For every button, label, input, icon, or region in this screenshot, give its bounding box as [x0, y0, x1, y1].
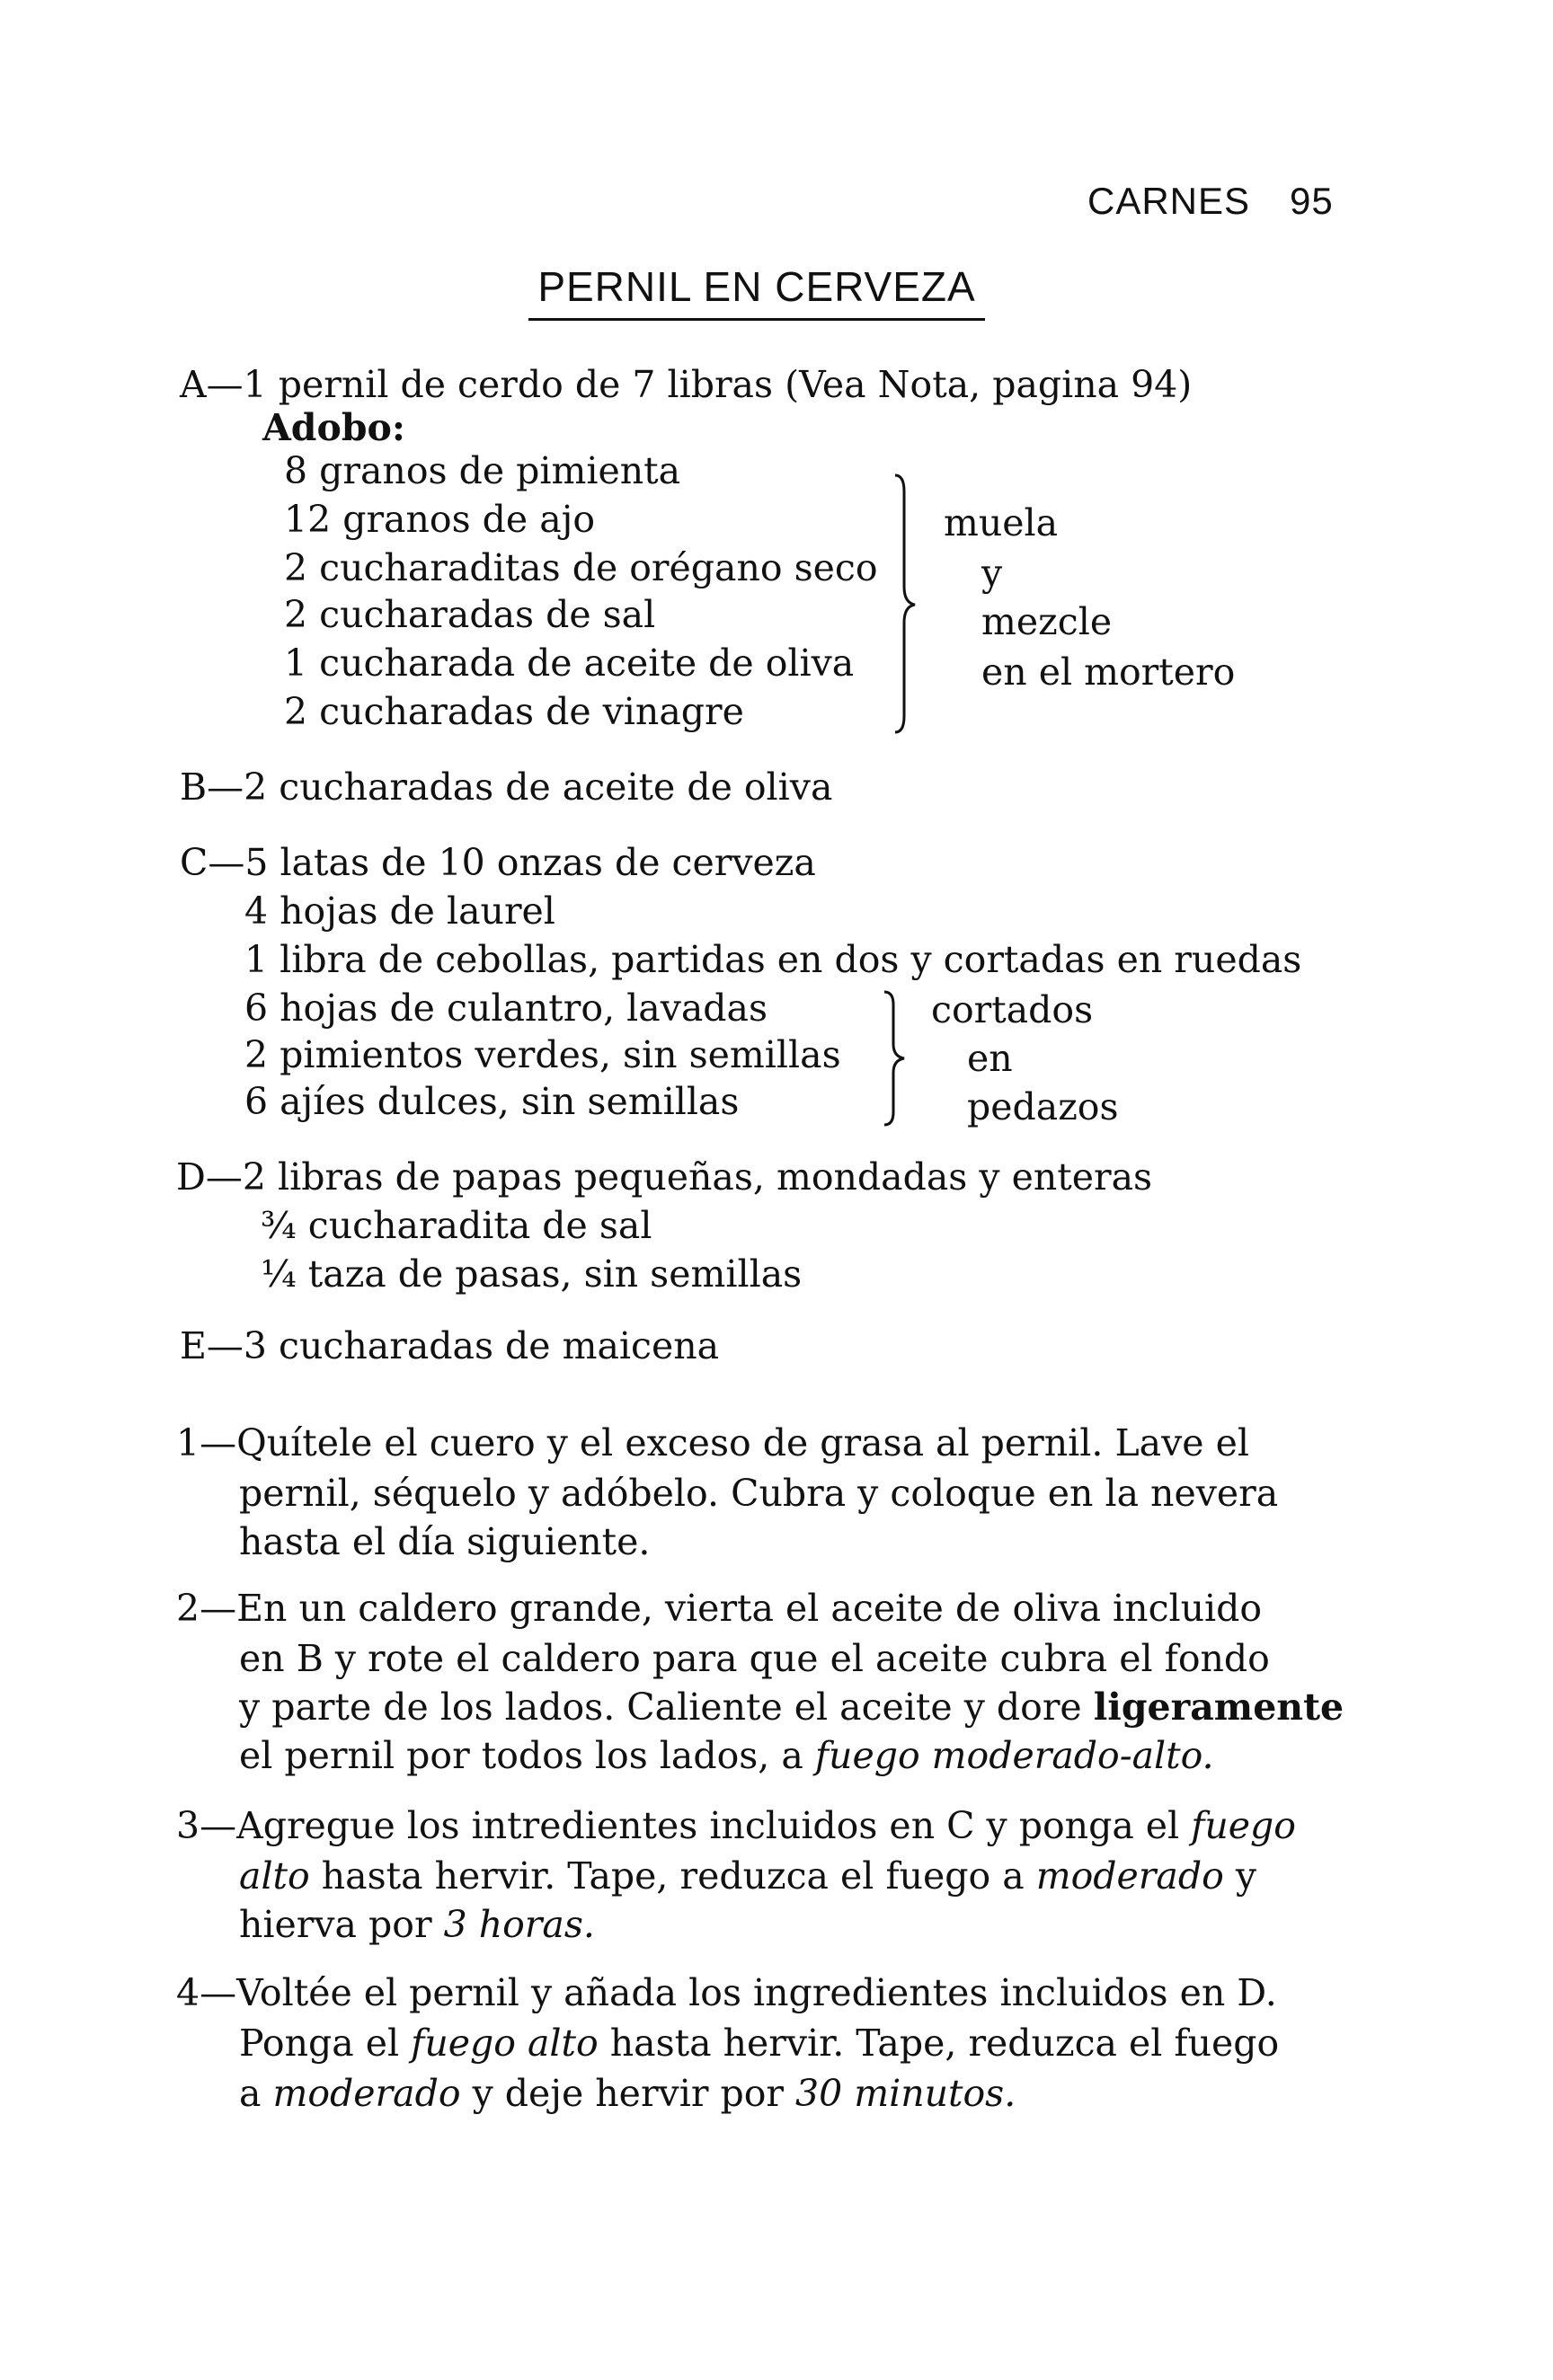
- c-bracket-note: en: [967, 1037, 1013, 1080]
- ingredient-d-item: ¼ taza de pasas, sin semillas: [261, 1252, 803, 1296]
- recipe-title: PERNIL EN CERVEZA: [537, 263, 976, 310]
- step-2-line: 2—En un caldero grande, vierta el aceite de oliva incluido: [176, 1587, 1263, 1630]
- step-1-line: hasta el día siguiente.: [239, 1520, 651, 1563]
- c-brace: [879, 988, 915, 1130]
- page-number: 95: [1290, 180, 1334, 222]
- ingredient-e: E—3 cucharadas de maicena: [180, 1324, 720, 1367]
- ingredient-d-item: ¾ cucharadita de sal: [261, 1204, 652, 1247]
- emphasis: moderado: [272, 2072, 461, 2115]
- emphasis: fuego moderado-alto.: [814, 1734, 1214, 1777]
- emphasis: 3 horas.: [443, 1903, 595, 1946]
- step-2-line: en B y rote el caldero para que el aceite cubra el fondo: [239, 1637, 1270, 1680]
- adobo-item: 1 cucharada de aceite de oliva: [284, 641, 855, 685]
- step-3-line: 3—Agregue los intredientes incluidos en C y ponga el fuego: [176, 1804, 1296, 1847]
- step-2-line: el pernil por todos los lados, a fuego moderado-alto.: [239, 1734, 1214, 1777]
- step-4-line: a moderado y deje hervir por 30 minutos.: [239, 2072, 1016, 2115]
- ingredient-c-item: 6 ajíes dulces, sin semillas: [244, 1080, 740, 1123]
- step-3-line: hierva por 3 horas.: [239, 1903, 595, 1946]
- ingredient-c-item: 6 hojas de culantro, lavadas: [244, 987, 768, 1030]
- step-1-line: pernil, séquelo y adóbelo. Cubra y coloque en la nevera: [239, 1472, 1279, 1515]
- ingredient-c: C—5 latas de 10 onzas de cerveza: [180, 841, 816, 884]
- adobo-note: mezcle: [981, 600, 1113, 643]
- step-4-line: 4—Voltée el pernil y añada los ingredientes incluidos en D.: [176, 1971, 1277, 2014]
- step-2-line: y parte de los lados. Caliente el aceite y dore ligeramente: [239, 1685, 1344, 1729]
- ingredient-a: A—1 pernil de cerdo de 7 libras (Vea Nota, pagina 94): [180, 363, 1193, 406]
- ingredient-b: B—2 cucharadas de aceite de oliva: [180, 765, 833, 809]
- c-bracket-note: cortados: [931, 988, 1094, 1031]
- ingredient-c-item: 2 pimientos verdes, sin semillas: [244, 1033, 841, 1076]
- emphasis: moderado: [1035, 1854, 1224, 1898]
- emphasis: fuego alto: [411, 2022, 599, 2065]
- adobo-note: en el mortero: [981, 650, 1236, 694]
- emphasis: 30 minutos.: [795, 2072, 1016, 2115]
- adobo-note: muela: [944, 501, 1059, 544]
- adobo-item: 2 cucharadas de sal: [284, 593, 656, 636]
- adobo-item: 12 granos de ajo: [284, 498, 596, 541]
- adobo-item: 2 cucharadas de vinagre: [284, 690, 744, 733]
- ingredient-c-item: 4 hojas de laurel: [244, 889, 555, 933]
- step-3-line: alto hasta hervir. Tape, reduzca el fuego a moderado y: [239, 1854, 1256, 1898]
- ingredient-d: D—2 libras de papas pequeñas, mondadas y enteras: [176, 1155, 1153, 1199]
- emphasis: ligeramente: [1093, 1685, 1344, 1729]
- section-name: CARNES: [1087, 180, 1251, 222]
- adobo-item: 2 cucharaditas de orégano seco: [284, 546, 878, 589]
- emphasis: fuego: [1191, 1804, 1296, 1847]
- ingredient-c-item: 1 libra de cebollas, partidas en dos y cortadas en ruedas: [244, 938, 1302, 981]
- emphasis: alto: [239, 1854, 310, 1898]
- title-underline: [528, 318, 985, 321]
- page-header: [1087, 180, 1393, 223]
- step-4-line: Ponga el fuego alto hasta hervir. Tape, reduzca el fuego: [239, 2022, 1280, 2065]
- step-1-line: 1—Quítele el cuero y el exceso de grasa al pernil. Lave el: [176, 1421, 1249, 1464]
- adobo-note: y: [981, 552, 1003, 595]
- c-bracket-note: pedazos: [967, 1085, 1119, 1128]
- adobo-label: Adobo:: [262, 406, 405, 449]
- adobo-brace: [890, 472, 926, 737]
- adobo-item: 8 granos de pimienta: [284, 449, 681, 492]
